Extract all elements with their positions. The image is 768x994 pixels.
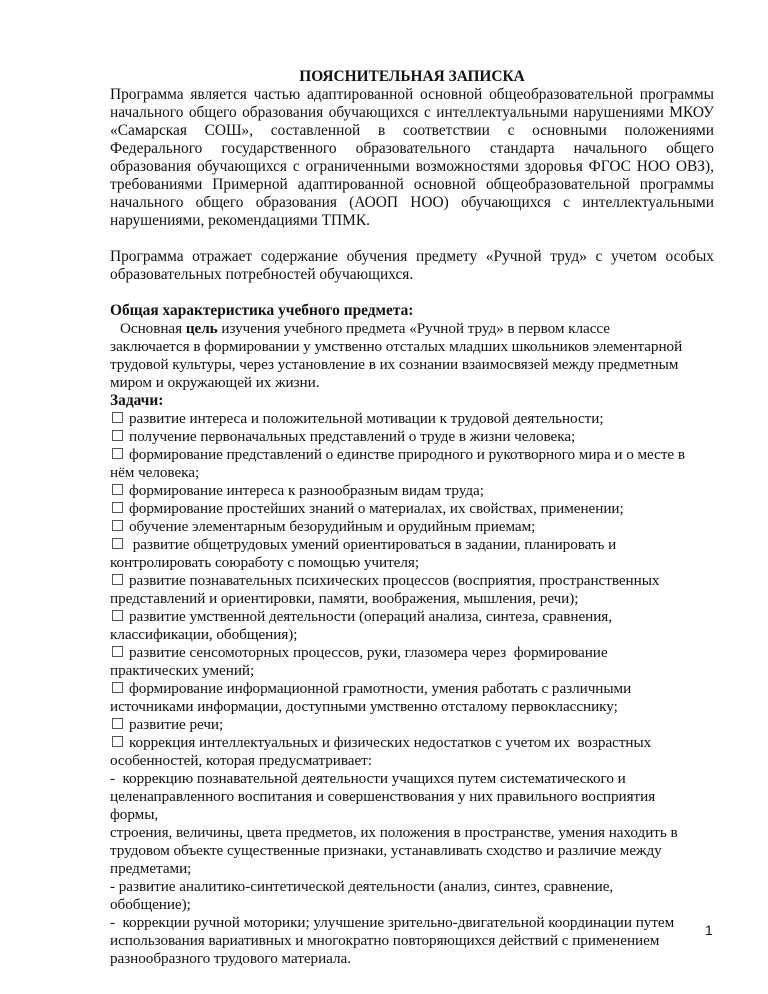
task-text-cont: особенностей, которая предусматривает: bbox=[110, 752, 372, 769]
page-number: 1 bbox=[705, 922, 713, 938]
checkbox-bullet-icon bbox=[112, 484, 123, 495]
intro-line: Программа является частью адаптированной основной общеобразовательной программы bbox=[110, 86, 714, 103]
task-item bbox=[110, 446, 714, 482]
task-item bbox=[110, 518, 714, 536]
task-text-cont: практических умений; bbox=[110, 662, 255, 679]
dash-line: - коррекции ручной моторики; улучшение зрительно-двигательной координации путем bbox=[110, 914, 675, 931]
checkbox-bullet-icon bbox=[112, 574, 123, 585]
task-text: формирование представлений о единстве природного и рукотворного мира и о месте в bbox=[129, 446, 685, 463]
intro-paragraph bbox=[110, 86, 714, 230]
tasks-list bbox=[110, 410, 714, 770]
reflect-paragraph bbox=[110, 248, 714, 284]
checkbox-bullet-icon bbox=[112, 502, 123, 513]
reflect-line: Программа отражает содержание обучения предмету «Ручной труд» с учетом особых bbox=[110, 248, 714, 265]
dash-line: формы, bbox=[110, 806, 159, 823]
dash-line: разнообразного трудового материала. bbox=[110, 950, 351, 967]
task-text: развитие сенсомоторных процессов, руки, глазомера через формирование bbox=[129, 644, 608, 661]
task-item bbox=[110, 500, 714, 518]
intro-line: нарушениями, рекомендациями ТПМК. bbox=[110, 212, 370, 229]
intro-line: образования обучающихся с ограниченными возможностями здоровья ФГОС НОО ОВЗ), bbox=[110, 158, 714, 175]
correction-list bbox=[110, 770, 714, 968]
dash-line: целенаправленного воспитания и совершенствования у них правильного восприятия bbox=[110, 788, 656, 805]
task-item bbox=[110, 482, 714, 500]
task-item bbox=[110, 734, 714, 770]
goal-post: изучения учебного предмета «Ручной труд» в первом классе bbox=[217, 320, 610, 337]
goal-bold: цель bbox=[185, 320, 218, 337]
task-text: развитие общетрудовых умений ориентироваться в задании, планировать и bbox=[129, 536, 617, 553]
task-text: развитие познавательных психических процессов (восприятия, пространственных bbox=[129, 572, 660, 589]
general-heading: Общая характеристика учебного предмета: bbox=[110, 302, 414, 319]
goal-line: миром и окружающей их жизни. bbox=[110, 374, 320, 391]
task-text-cont: классификации, обобщения); bbox=[110, 626, 298, 643]
document-page bbox=[110, 68, 714, 968]
task-text: получение первоначальных представлений о труде в жизни человека; bbox=[129, 428, 576, 445]
dash-line: предметами; bbox=[110, 860, 192, 877]
checkbox-bullet-icon bbox=[112, 718, 123, 729]
dash-line: обобщение); bbox=[110, 896, 191, 913]
task-item bbox=[110, 608, 714, 644]
task-text-cont: источниками информации, доступными умственно отсталому первокласснику; bbox=[110, 698, 618, 715]
task-item bbox=[110, 572, 714, 608]
task-item bbox=[110, 680, 714, 716]
intro-line: требованиями Примерной адаптированной основной общеобразовательной программы bbox=[110, 176, 714, 193]
task-text-cont: контролировать союработу с помощью учителя; bbox=[110, 554, 419, 571]
checkbox-bullet-icon bbox=[112, 736, 123, 747]
task-text: формирование простейших знаний о материалах, их свойствах, применении; bbox=[129, 500, 624, 517]
task-text-cont: представлений и ориентировки, памяти, воображения, мышления, речи); bbox=[110, 590, 579, 607]
dash-line: - коррекцию познавательной деятельности учащихся путем систематического и bbox=[110, 770, 626, 787]
checkbox-bullet-icon bbox=[112, 538, 123, 549]
dash-line: - развитие аналитико-синтетической деятельности (анализ, синтез, сравнение, bbox=[110, 878, 614, 895]
task-text: коррекция интеллектуальных и физических недостатков с учетом их возрастных bbox=[129, 734, 652, 751]
dash-line: трудовом объекте существенные признаки, устанавливать сходство и различие между bbox=[110, 842, 662, 859]
dash-line: строения, величины, цвета предметов, их положения в пространстве, умения находить в bbox=[110, 824, 678, 841]
reflect-line: образовательных потребностей обучающихся. bbox=[110, 266, 414, 283]
task-text: развитие интереса и положительной мотивации к трудовой деятельности; bbox=[129, 410, 604, 427]
task-text-cont: нём человека; bbox=[110, 464, 200, 481]
intro-line: Федерального государственного образовательного стандарта начального общего bbox=[110, 140, 714, 157]
checkbox-bullet-icon bbox=[112, 610, 123, 621]
goal-pre: Основная bbox=[120, 320, 186, 337]
task-item bbox=[110, 410, 714, 428]
intro-line: начального общего образования обучающихся с интеллектуальными нарушениями МКОУ bbox=[110, 104, 714, 121]
goal-paragraph bbox=[110, 320, 714, 392]
task-text: развитие умственной деятельности (операций анализа, синтеза, сравнения, bbox=[129, 608, 612, 625]
checkbox-bullet-icon bbox=[112, 430, 123, 441]
task-item bbox=[110, 716, 714, 734]
intro-line: начального общего образования (АООП НОО) обучающихся с интеллектуальными bbox=[110, 194, 714, 211]
checkbox-bullet-icon bbox=[112, 520, 123, 531]
dash-line: использования вариативных и многократно повторяющихся действий с применением bbox=[110, 932, 660, 949]
task-text: развитие речи; bbox=[129, 716, 224, 733]
task-text: формирование информационной грамотности, умения работать с различными bbox=[129, 680, 632, 697]
checkbox-bullet-icon bbox=[112, 646, 123, 657]
task-item bbox=[110, 536, 714, 572]
document-title: ПОЯСНИТЕЛЬНАЯ ЗАПИСКА bbox=[299, 68, 525, 85]
task-item bbox=[110, 428, 714, 446]
checkbox-bullet-icon bbox=[112, 448, 123, 459]
tasks-heading: Задачи: bbox=[110, 392, 164, 409]
intro-line: «Самарская СОШ», составленной в соответствии с основными положениями bbox=[110, 122, 714, 139]
task-text: обучение элементарным безорудийным и орудийным приемам; bbox=[129, 518, 536, 535]
goal-first-line bbox=[110, 320, 714, 338]
goal-line: трудовой культуры, через установление в их сознании взаимосвязей между предметным bbox=[110, 356, 679, 373]
checkbox-bullet-icon bbox=[112, 412, 123, 423]
task-text: формирование интереса к разнообразным видам труда; bbox=[129, 482, 484, 499]
task-item bbox=[110, 644, 714, 680]
checkbox-bullet-icon bbox=[112, 682, 123, 693]
goal-line: заключается в формировании у умственно отсталых младших школьников элементарной bbox=[110, 338, 683, 355]
